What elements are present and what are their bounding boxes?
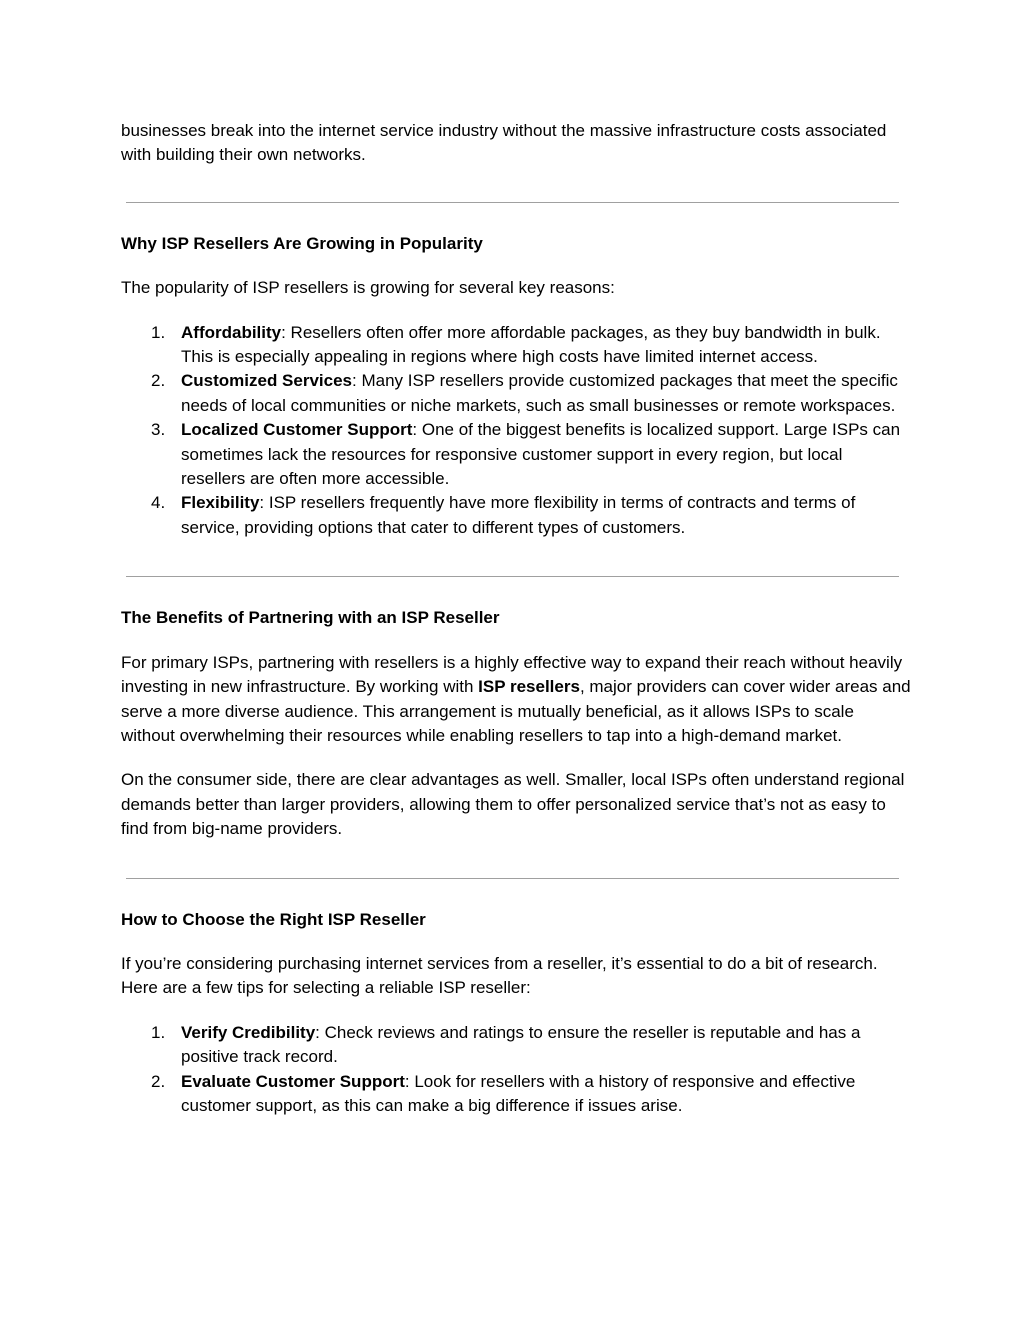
reasons-list	[121, 321, 911, 541]
list-item	[121, 491, 911, 540]
benefits-paragraph-1: For primary ISPs, partnering with resellers is a highly effective way to expand their reach without heavily investing in new infrastructure. By working with ISP resellers, major providers can cover wider areas and serve a more diverse audience. This arrangement is mutually beneficial, as it allows ISPs to scale without overwhelming their resources while enabling resellers to tap into a high-demand market.	[121, 652, 911, 745]
section-heading-popularity: Why ISP Resellers Are Growing in Popularity	[121, 233, 483, 253]
list-item	[121, 321, 911, 370]
section-heading-choose: How to Choose the Right ISP Reseller	[121, 909, 426, 929]
list-term: Affordability	[181, 322, 282, 342]
list-item	[121, 1070, 911, 1119]
section-heading-benefits: The Benefits of Partnering with an ISP Reseller	[121, 608, 500, 628]
section-lead-popularity: The popularity of ISP resellers is growing for several key reasons:	[121, 278, 615, 298]
list-number: 3.	[151, 420, 166, 440]
list-number: 2.	[151, 371, 166, 391]
list-text: : One of the biggest benefits is localized support. Large ISPs can sometimes lack the resources for responsive customer support in every region, but local resellers are often more accessible.	[181, 420, 901, 489]
list-number: 1.	[151, 1022, 166, 1042]
divider	[126, 202, 899, 203]
section-lead-choose: If you’re considering purchasing internet services from a reseller, it’s essential to do a bit of research. Here are a few tips for selecting a reliable ISP reseller:	[121, 953, 878, 998]
list-text: : ISP resellers frequently have more flexibility in terms of contracts and terms of service, providing options that cater to different types of customers.	[181, 493, 856, 537]
list-term: Localized Customer Support	[181, 420, 413, 440]
list-text: : Resellers often offer more affordable packages, as they buy bandwidth in bulk. This is especially appealing in regions where high costs have limited internet access.	[181, 322, 881, 367]
list-text: : Look for resellers with a history of responsive and effective customer support, as this can make a big difference if issues arise.	[181, 1071, 856, 1115]
tips-list	[121, 1021, 911, 1119]
list-item	[121, 1021, 911, 1070]
list-number: 1.	[151, 322, 166, 342]
list-number: 2.	[151, 1071, 166, 1091]
document-body	[121, 119, 911, 1118]
list-text: : Many ISP resellers provide customized packages that meet the specific needs of local communities or niche markets, such as small businesses or remote workspaces.	[181, 371, 898, 415]
list-term: Evaluate Customer Support	[181, 1071, 405, 1091]
list-term: Customized Services	[181, 371, 353, 391]
divider	[126, 878, 899, 879]
intro-paragraph: businesses break into the internet service industry without the massive infrastructure costs associated with building their own networks.	[121, 121, 887, 165]
benefits-paragraph-2: On the consumer side, there are clear advantages as well. Smaller, local ISPs often understand regional demands better than larger providers, allowing them to offer personalized service that’s not as easy to find from big-name providers.	[121, 770, 905, 839]
list-term: Flexibility	[181, 493, 260, 513]
divider	[126, 576, 899, 577]
list-number: 4.	[151, 493, 166, 513]
list-item	[121, 418, 911, 491]
isp-resellers-emphasis: ISP resellers	[478, 677, 580, 697]
list-term: Verify Credibility	[181, 1022, 316, 1042]
list-item	[121, 369, 911, 418]
list-text: : Check reviews and ratings to ensure the reseller is reputable and has a positive track record.	[181, 1022, 861, 1067]
